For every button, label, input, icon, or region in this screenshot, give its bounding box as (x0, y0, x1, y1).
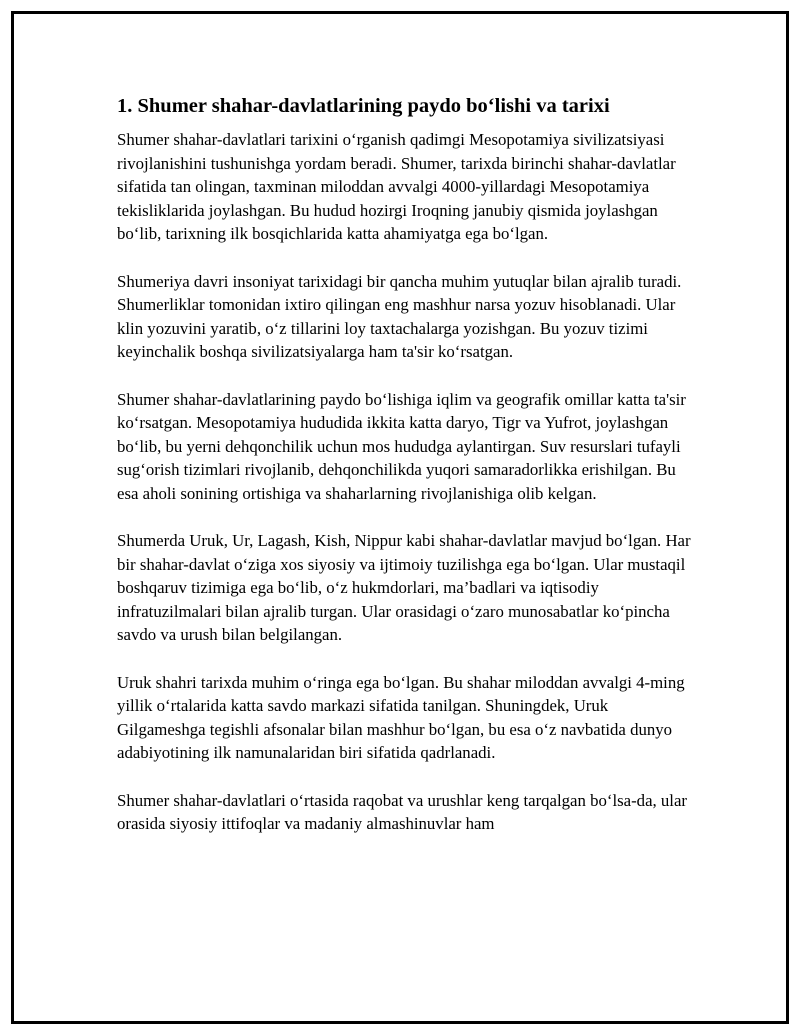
paragraph-6: Shumer shahar-davlatlari oʻrtasida raqobat va urushlar keng tarqalgan boʻlsa-da, ular orasida siyosiy ittifoqlar va madaniy almashinuvlar ham (117, 790, 688, 834)
paragraph-2: Shumeriya davri insoniyat tarixidagi bir qancha muhim yutuqlar bilan ajralib turadi. Shumerliklar tomonidan ixtiro qilingan eng mashhur narsa yozuv hisoblanadi. Ular klin yozuvini yaratib, oʻz tillarini loy taxtachalarga yozishgan. Bu yozuv tizimi keyinchalik boshqa sivilizatsiyalarga ham ta'sir koʻrsatgan. (117, 271, 682, 362)
paragraph-5: Uruk shahri tarixda muhim oʻringa ega boʻlgan. Bu shahar miloddan avvalgi 4-ming yillik oʻrtalarida katta savdo markazi sifatida tanilgan. Shuningdek, Uruk Gilgameshga tegishli afsonalar bilan mashhur boʻlgan, bu esa oʻz navbatida dunyo adabiyotining ilk namunalaridan biri sifatida qadrlanadi. (117, 672, 685, 763)
paragraph-1: Shumer shahar-davlatlari tarixini oʻrganish qadimgi Mesopotamiya sivilizatsiyasi rivojlanishini tushunishga yordam beradi. Shumer, tarixda birinchi shahar-davlatlar sifatida tan olingan, taxminan miloddan avvalgi 4000-yillardagi Mesopotamiya tekisliklarida joylashgan. Bu hudud hozirgi Iroqning janubiy qismida joylashgan boʻlib, tarixning ilk bosqichlarida katta ahamiyatga ega boʻlgan. (117, 130, 676, 244)
document-title: 1. Shumer shahar-davlatlarining paydo boʻlishi va tarixi (117, 95, 610, 117)
paragraph-4: Shumerda Uruk, Ur, Lagash, Kish, Nippur kabi shahar-davlatlar mavjud boʻlgan. Har bir shahar-davlat oʻziga xos siyosiy va ijtimoiy tuzilishga ega boʻlgan. Ular mustaqil boshqaruv tizimiga ega boʻlib, oʻz hukmdorlari, ma’badlari va iqtisodiy infratuzilmalari bilan ajralib turgan. Ular orasidagi oʻzaro munosabatlar koʻpincha savdo va urush bilan belgilangan. (117, 531, 691, 645)
paragraph-3: Shumer shahar-davlatlarining paydo boʻlishiga iqlim va geografik omillar katta ta'sir koʻrsatgan. Mesopotamiya hududida ikkita katta daryo, Tigr va Yufrot, joylashgan boʻlib, bu yerni dehqonchilik uchun mos hududga aylantirgan. Suv resurslari tufayli sugʻorish tizimlari rivojlanib, dehqonchilikda yuqori samaradorlikka erishilgan. Bu esa aholi sonining ortishiga va shaharlarning rivojlanishiga olib kelgan. (117, 389, 686, 503)
document-body (117, 93, 692, 859)
